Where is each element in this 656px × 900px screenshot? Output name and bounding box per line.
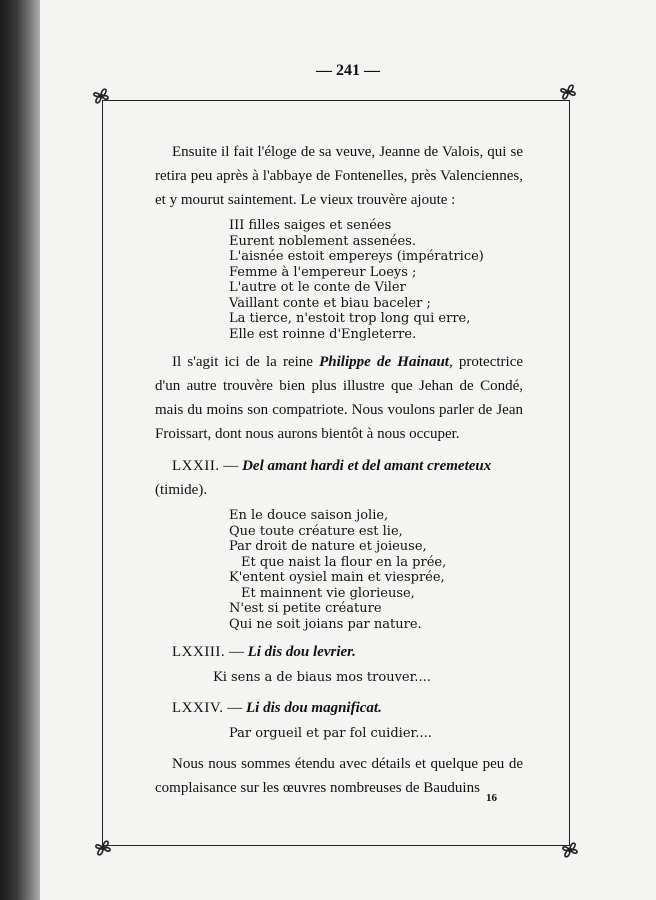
text-span: , protectrice d'un autre trouvère bien plus illustre que Jehan de Condé, mais du moins son compatriote. Nous voulons parler de Jean Froissart, dont nous aurons bientôt à nous occuper. [155, 354, 524, 442]
section-quote: Ki sens a de biaus mos trouver.... [213, 670, 431, 685]
verse-quote-filles [229, 218, 523, 342]
corner-ornament-icon [556, 80, 580, 104]
page-number: — 241 — [316, 62, 380, 79]
section-dash: — [219, 458, 243, 474]
section-number: LXXIV. [172, 700, 224, 716]
page-body [155, 140, 523, 800]
verse-line: L'aisnée estoit empereys (impératrice) [229, 249, 484, 264]
verse-line: En le douce saison jolie, [229, 508, 389, 523]
verse-line: K'entent oysiel main et viesprée, [229, 570, 445, 585]
section-dash: — [223, 700, 246, 716]
section-quote: Par orgueil et par fol cuidier.... [229, 726, 432, 741]
text-span: Il s'agit ici de la reine [172, 354, 320, 370]
signature-mark: 16 [486, 792, 497, 804]
verse-line: III filles saiges et senées [229, 218, 392, 233]
section-title: Li dis dou levrier. [247, 644, 356, 660]
verse-line: Femme à l'empereur Loeys ; [229, 264, 417, 280]
section-title: Li dis dou magnificat. [245, 700, 382, 716]
verse-line: Vaillant conte et biau baceler ; [229, 295, 431, 311]
verse-line: Eurent noblement assenées. [229, 233, 416, 249]
section-heading-lxxiii [155, 640, 523, 664]
verse-line: Qui ne soit joians par nature. [229, 616, 422, 632]
paragraph-bauduins: Nous nous sommes étendu avec détails et quelque peu de complaisance sur les œuvres nombreuses de Bauduins [155, 756, 523, 796]
verse-line: Et que naist la flour en la prée, [241, 554, 447, 570]
section-dash: — [225, 644, 248, 660]
corner-ornament-icon [91, 836, 115, 860]
verse-line: N'est si petite créature [229, 601, 382, 616]
verse-line: Que toute créature est lie, [229, 523, 403, 539]
verse-line: Et mainnent vie glorieuse, [241, 585, 415, 601]
section-note: (timide). [155, 482, 208, 498]
book-page [40, 0, 656, 900]
corner-ornament-icon [89, 84, 113, 108]
section-heading-lxxii [155, 454, 523, 478]
verse-line: La tierce, n'estoit trop long qui erre, [229, 311, 471, 326]
paragraph-valois: Ensuite il fait l'éloge de sa veuve, Jeanne de Valois, qui se retira peu après à l'abbaye de Fontenelles, près Valenciennes, et y mourut saintement. Le vieux trouvère ajoute : [155, 144, 523, 208]
person-name: Philippe de Hainaut [319, 354, 449, 370]
verse-line: Elle est roinne d'Engleterre. [229, 326, 417, 342]
verse-line: L'autre ot le conte de Viler [229, 280, 406, 295]
paragraph-hainaut [155, 350, 523, 446]
section-title: Del amant hardi et del amant cremeteux [242, 458, 492, 474]
section-number: LXXII. [172, 458, 220, 474]
verse-quote-saison [229, 508, 523, 632]
section-number: LXXIII. [172, 644, 226, 660]
section-heading-lxxiv [155, 696, 523, 720]
corner-ornament-icon [558, 838, 582, 862]
verse-line: Par droit de nature et joieuse, [229, 539, 427, 554]
